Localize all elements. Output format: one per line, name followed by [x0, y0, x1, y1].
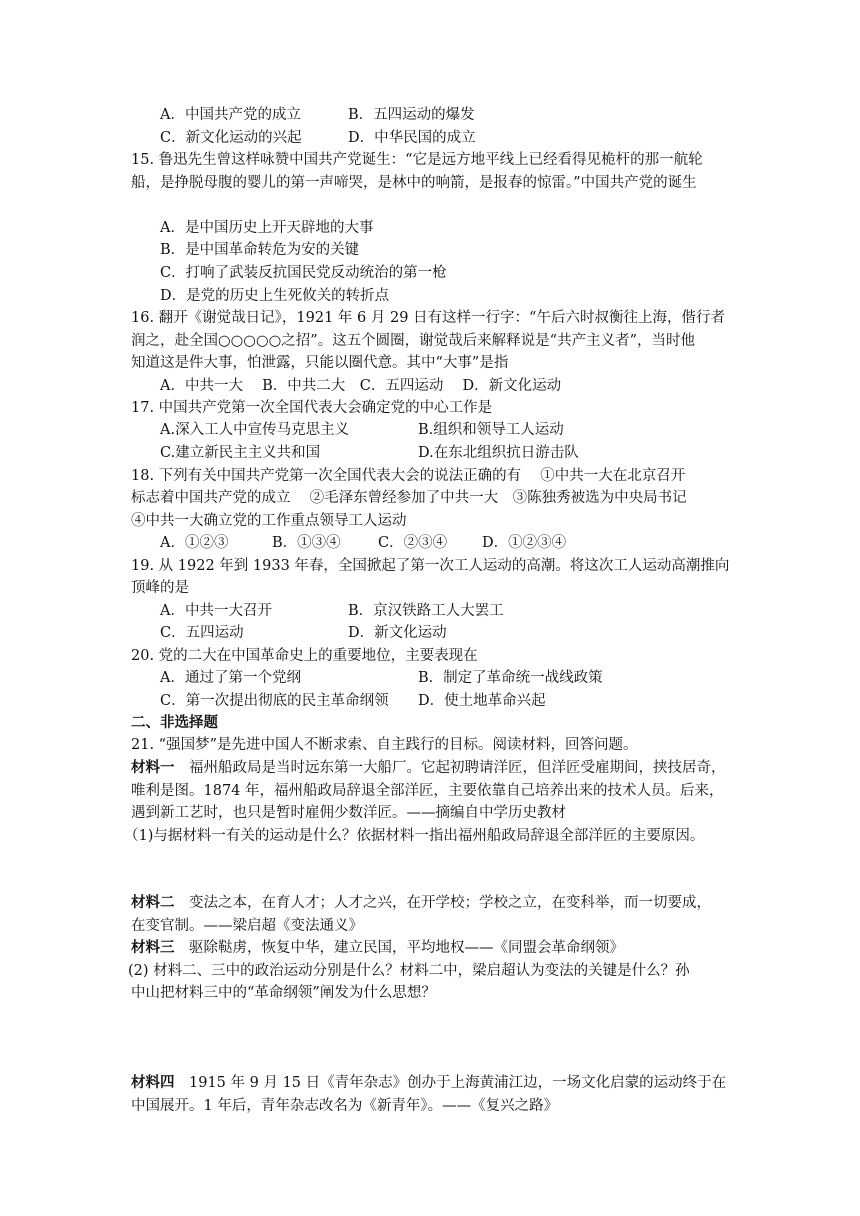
material-3-text: 驱除鞑虏，恢复中华，建立民国，平均地权——《同盟会革命纲领》 [174, 940, 624, 956]
q16-stem-line1: 16. 翻开《谢觉哉日记》，1921 年 6 月 29 日有这样一行字：“午后六时叔衡往上海，偕行者 [131, 310, 725, 326]
q14-option-c: C．新文化运动的兴起 [160, 130, 302, 146]
q18-stem-line2: 标志着中国共产党的成立 ②毛泽东曾经参加了中共一大 ③陈独秀被选为中央局书记 [131, 490, 687, 506]
q21-stem: 21. “强国梦”是先进中国人不断求索、自主践行的目标。阅读材料，回答问题。 [131, 737, 638, 753]
material-2-text: 变法之本，在育人才；人才之兴，在开学校；学校之立，在变科举，而一切要成， [174, 895, 711, 911]
material-1-label: 材料一 [131, 759, 175, 776]
material-2-label: 材料二 [131, 894, 175, 911]
material-1 [131, 758, 726, 778]
q15-option-a: A．是中国历史上开天辟地的大事 [160, 220, 374, 236]
q21-sub-question-2-line1: (2) 材料二、三中的政治运动分别是什么？材料二中，梁启超认为变法的关键是什么？孙 [128, 963, 690, 979]
q19-option-b: B．京汉铁路工人大罢工 [348, 603, 504, 619]
material-1-text: 福州船政局是当时远东第一大船厂。它起初聘请洋匠，但洋匠受雇期间，挟技居奇， [174, 760, 726, 776]
material-3 [131, 938, 624, 958]
q16-options: A．中共一大 B．中共二大 C．五四运动 D．新文化运动 [160, 378, 562, 394]
q19-stem-line1: 19. 从 1922 年到 1933 年春，全国掀起了第一次工人运动的高潮。将这次工人运动高潮推向 [131, 558, 730, 574]
q15-option-c: C．打响了武装反抗国民党反动统治的第一枪 [160, 265, 447, 281]
q19-option-a: A．中共一大召开 [160, 603, 272, 619]
q17-stem: 17. 中国共产党第一次全国代表大会确定党的中心工作是 [131, 400, 493, 416]
q17-option-d: D.在东北组织抗日游击队 [418, 445, 579, 461]
q19-option-c: C．五四运动 [160, 625, 244, 641]
q21-sub-question-2-line2: 中山把材料三中的“革命纲领”阐发为什么思想？ [131, 985, 436, 1001]
q20-option-a: A．通过了第一个党纲 [160, 670, 301, 686]
q14-option-b: B．五四运动的爆发 [348, 107, 475, 123]
q14-option-d: D．中华民国的成立 [348, 130, 476, 146]
q18-option-c: C．②③④ [378, 535, 448, 551]
q17-option-c: C.建立新民主主义共和国 [160, 445, 321, 461]
q21-sub-question-1: （1)与据材料一有关的运动是什么？依据材料一指出福州船政局辞退全部洋匠的主要原因。 [124, 828, 705, 844]
q18-option-d: D．①②③④ [482, 535, 567, 551]
q18-option-a: A．①②③ [160, 535, 229, 551]
q19-option-d: D．新文化运动 [348, 625, 447, 641]
q18-stem-line1: 18. 下列有关中国共产党第一次全国代表大会的说法正确的有 ①中共一大在北京召开 [131, 468, 686, 484]
q18-stem-line3: ④中共一大确立党的工作重点领导工人运动 [131, 513, 407, 529]
q16-stem-line2: 润之，赴全国○○○○○之招”。这五个圆圈，谢觉哉后来解释说是“共产主义者”，当时他 [131, 333, 695, 349]
q20-option-c: C．第一次提出彻底的民主革命纲领 [160, 693, 389, 709]
q16-stem-line3: 知道这是件大事，怕泄露，只能以圈代意。其中“大事”是指 [131, 355, 509, 371]
material-2 [131, 893, 711, 913]
q15-option-d: D．是党的历史上生死攸关的转折点 [160, 288, 390, 304]
q15-stem-line1: 15. 鲁迅先生曾这样咏赞中国共产党诞生：“它是远方地平线上已经看得见桅杆的那一航轮 [131, 152, 703, 168]
q17-option-b: B.组织和领导工人运动 [418, 422, 564, 438]
q15-option-b: B．是中国革命转危为安的关键 [160, 242, 360, 258]
material-3-label: 材料三 [131, 939, 175, 956]
q17-option-a: A.深入工人中宣传马克思主义 [160, 422, 350, 438]
q14-option-a: A．中国共产党的成立 [160, 107, 301, 123]
q20-option-b: B．制定了革命统一战线政策 [418, 670, 603, 686]
q18-option-b: B．①③④ [272, 535, 341, 551]
q20-option-d: D．使土地革命兴起 [418, 693, 546, 709]
material-1-line3: 遇到新工艺时，也只是暂时雇佣少数洋匠。——摘编自中学历史教材 [131, 805, 566, 821]
q20-stem: 20. 党的二大在中国革命史上的重要地位，主要表现在 [131, 648, 478, 664]
material-4-text: 1915 年 9 月 15 日《青年杂志》创办于上海黄浦江边，一场文化启蒙的运动终于在 [174, 1075, 727, 1091]
material-1-line2: 唯利是图。1874 年，福州船政局辞退全部洋匠，主要依靠自己培养出来的技术人员。后来， [131, 783, 724, 799]
material-4-label: 材料四 [131, 1074, 175, 1091]
q15-stem-line2: 船，是挣脱母腹的婴儿的第一声啼哭，是林中的响箭，是报春的惊雷。”中国共产党的诞生 [131, 175, 697, 191]
q19-stem-line2: 顶峰的是 [131, 580, 189, 596]
material-4-line2: 中国展开。1 年后，青年杂志改名为《新青年》。——《复兴之路》 [131, 1098, 559, 1114]
section-heading: 二、非选择题 [131, 714, 218, 731]
material-2-line2: 在变官制。——梁启超《变法通义》 [131, 918, 363, 934]
material-4 [131, 1073, 726, 1093]
